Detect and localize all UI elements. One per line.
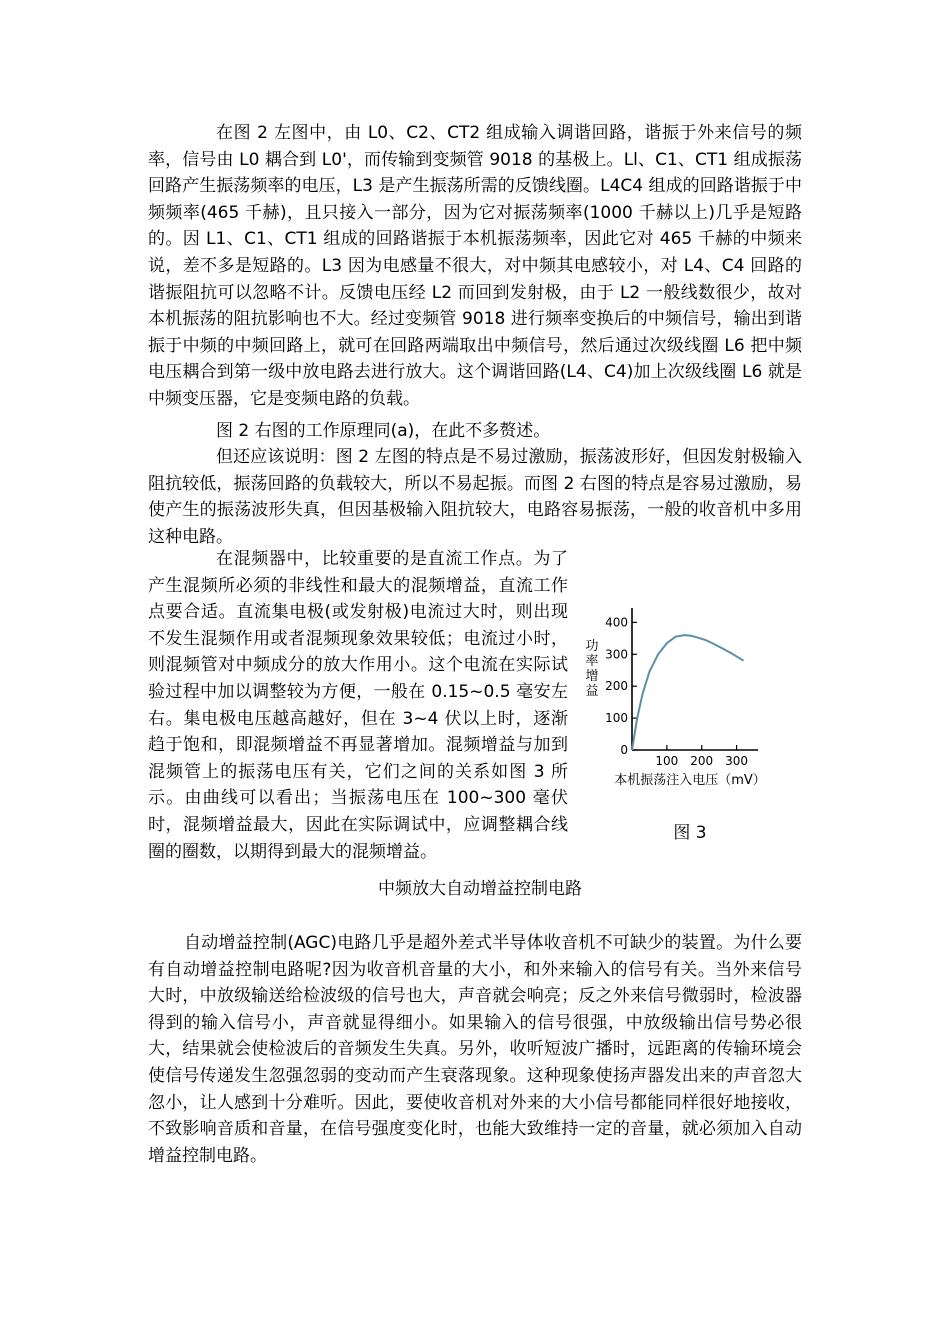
y-tick-label: 100 [605,711,628,726]
figure-3-chart [578,578,798,798]
y-tick-label: 0 [620,743,628,757]
x-tick-label: 300 [725,754,749,768]
paragraph-4 [148,546,568,865]
figure-caption: 图 3 [673,823,707,843]
y-axis-label-char: 功 [585,639,599,654]
chart-ticks [605,615,748,768]
chart-curve-group [632,635,744,750]
paragraph-4-text: 在混频器中，比较重要的是直流工作点。为了产生混频所必须的非线性和最大的混频增益，直流工作点要合适。直流集电极(或发射极)电流过大时，则出现不发生混频作用或者混频现象效果较低；电流过小时，则混频管对中频成分的放大作用小。这个电流在实际试验过程中加以调整较为方便，一般在 0.15~0.5 毫安左右。集电极电压越高越好，但在 3~4 伏以上时，逐渐趋于饱和，即混频增益不再显著增加。混频增益与加到混频管上的振荡电压有关，它们之间的关系如图 3 所示。由曲线可以看出；当振荡电压在 100~300 毫伏时，混频增益最大，因此在实际调试中，应调整耦合线圈的圈数，以期得到最大的混频增益。 [148,549,568,862]
y-axis-label-char: 率 [585,654,599,669]
paragraph-2: 图 2 右图的工作原理同(a)，在此不多赘述。 [216,421,551,441]
chart-svg [578,578,798,798]
x-tick-label: 100 [655,754,679,768]
y-tick-label: 300 [605,647,628,662]
paragraph-1: 在图 2 左图中，由 L0、C2、CT2 组成输入调谐回路，谐振于外来信号的频率，信号由 L0 耦合到 L0'，而传输到变频管 9018 的基极上。Ll、C1、CT1 组成振荡回路产生振荡频率的电压，L3 是产生振荡所需的反馈线圈。L4C4 组成的回路谐振于中频频率(465 千赫)，且只接入一部分，因为它对振荡频率(1000 千赫以上)几乎是短路的。因 L1、C1、CT1 组成的回路谐振于本机振荡频率，因此它对 465 千赫的中频来说，差不多是短路的。L3 因为电感量不很大，对中频其电感较小，对 L4、C4 回路的谐振阻抗可以忽略不计。反馈电压经 L2 而回到发射极，由于 L2 一般线数很少，故对本机振荡的阻抗影响也不大。经过变频管 9018 进行频率变换后的中频信号，输出到谐振于中频的中频回路上，就可在回路两端取出中频信号，然后通过次级线圈 L6 把中频电压耦合到第一级中放电路去进行放大。这个调谐回路(L4、C4)加上次级线圈 L6 就是中频变压器，它是变频电路的负载。 [148,123,803,409]
section-heading: 中频放大自动增益控制电路 [378,879,582,899]
paragraph-3: 但还应该说明：图 2 左图的特点是不易过激励，振荡波形好，但因发射极输入阻抗较低，振荡回路的负载较大，所以不易起振。而图 2 右图的特点是容易过激励，易使产生的振荡波形失真，但因基极输入阻抗较大，电路容易振荡，一般的收音机中多用这种电路。 [148,447,802,547]
y-tick-label: 200 [605,679,628,694]
gain-curve-line [632,635,744,750]
paragraph-5: 自动增益控制(AGC)电路几乎是超外差式半导体收音机不可缺少的装置。为什么要有自动增益控制电路呢?因为收音机音量的大小，和外来输入的信号有关。当外来信号大时，中放级输送给检波级的信号也大，声音就会响亮；反之外来信号微弱时，检波器得到的输入信号小，声音就显得细小。如果输入的信号很强，中放级输出信号势必很大，结果就会使检波后的音频发生失真。另外，收听短波广播时，远距离的传输环境会使信号传递发生忽强忽弱的变动而产生衰落现象。这种现象使扬声器发出来的声音忽大忽小，让人感到十分难听。因此，要使收音机对外来的大小信号都能同样很好地接收，不致影响音质和音量，在信号强度变化时，也能大致维持一定的音量，就必须加入自动增益控制电路。 [148,933,802,1166]
x-axis-label: 本机振荡注入电压（mV） [614,773,766,788]
chart-axes [632,608,758,750]
y-axis-label-char: 益 [585,684,599,699]
y-tick-label: 400 [605,615,628,630]
y-axis-label-char: 增 [585,669,599,684]
x-tick-label: 200 [690,754,714,768]
